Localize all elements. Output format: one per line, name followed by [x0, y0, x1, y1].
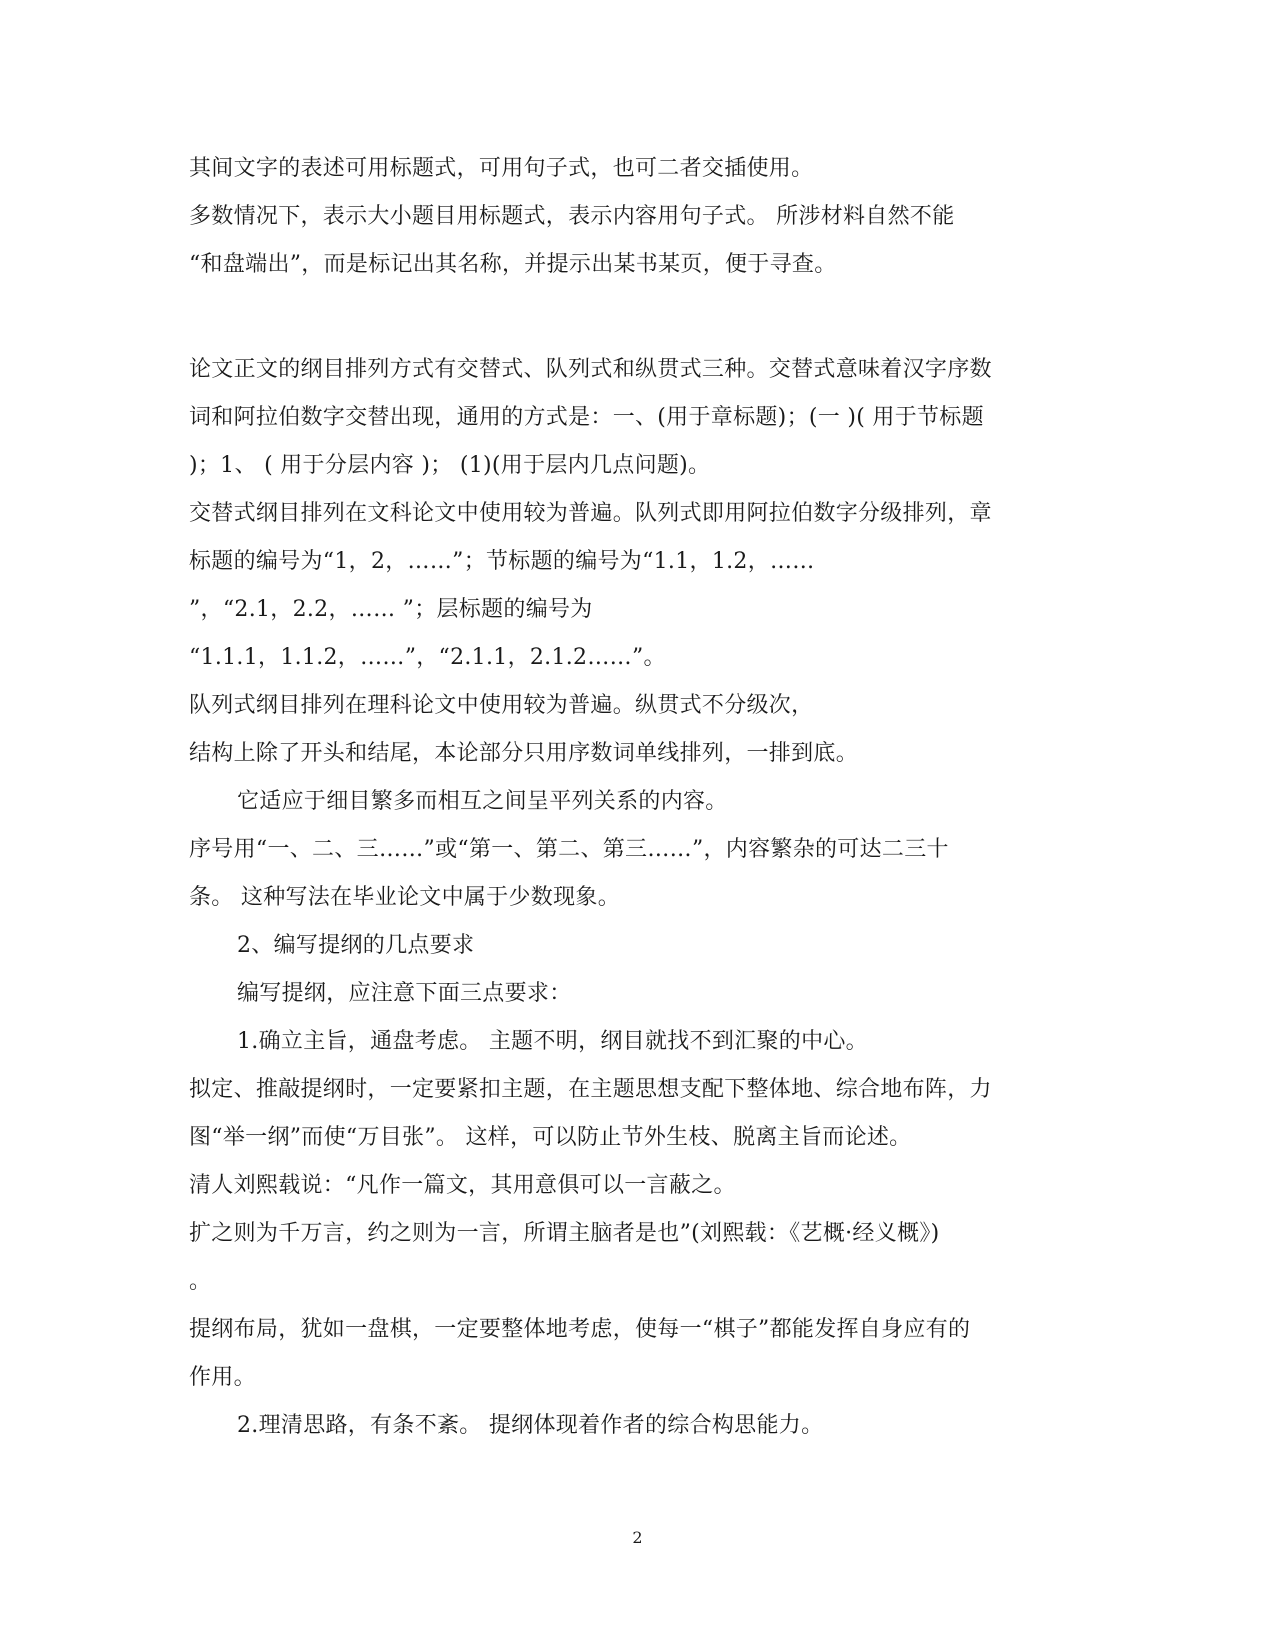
- text-line: “和盘端出”，而是标记出其名称，并提示出某书某页，便于寻查。: [189, 252, 837, 277]
- text-line: 。: [189, 1269, 212, 1294]
- text-line: 交替式纲目排列在文科论文中使用较为普遍。队列式即用阿拉伯数字分级排列，章: [189, 501, 992, 526]
- text-line: 多数情况下，表示大小题目用标题式，表示内容用句子式。 所涉材料自然不能: [189, 204, 955, 229]
- text-line: 清人刘熙载说：“凡作一篇文，其用意俱可以一言蔽之。: [189, 1173, 736, 1198]
- text-line: 其间文字的表述可用标题式，可用句子式，也可二者交插使用。: [189, 156, 814, 181]
- text-line: 队列式纲目排列在理科论文中使用较为普遍。纵贯式不分级次，: [189, 693, 814, 718]
- text-line: 编写提纲，应注意下面三点要求：: [237, 981, 572, 1006]
- text-line: 条。 这种写法在毕业论文中属于少数现象。: [189, 885, 620, 910]
- text-line: 2.理清思路，有条不紊。 提纲体现着作者的综合构思能力。: [237, 1413, 824, 1438]
- text-line: 作用。: [189, 1365, 256, 1390]
- text-line: )；1、 ( 用于分层内容 )； (1)(用于层内几点问题)。: [189, 453, 711, 478]
- text-line: 扩之则为千万言，约之则为一言，所谓主脑者是也”(刘熙载：《艺概·经义概》): [189, 1221, 940, 1246]
- text-line: 序号用“一、二、三……”或“第一、第二、第三……”，内容繁杂的可达二三十: [189, 837, 949, 862]
- text-line: 1.确立主旨，通盘考虑。 主题不明，纲目就找不到汇聚的中心。: [237, 1029, 868, 1054]
- text-line: ”，“2.1，2.2，…… ”；层标题的编号为: [189, 597, 593, 622]
- section-heading: 2、编写提纲的几点要求: [237, 933, 475, 958]
- text-line: 拟定、推敲提纲时，一定要紧扣主题，在主题思想支配下整体地、综合地布阵，力: [189, 1077, 992, 1102]
- text-line: 图“举一纲”而使“万目张”。 这样，可以防止节外生枝、脱离主旨而论述。: [189, 1125, 912, 1150]
- text-line: “1.1.1，1.1.2，……”，“2.1.1，2.1.2……”。: [189, 645, 666, 670]
- page-number: 2: [632, 1528, 643, 1547]
- text-line: 提纲布局，犹如一盘棋，一定要整体地考虑，使每一“棋子”都能发挥自身应有的: [189, 1317, 971, 1342]
- text-line: 论文正文的纲目排列方式有交替式、队列式和纵贯式三种。交替式意味着汉字序数: [189, 357, 992, 382]
- text-line: 它适应于细目繁多而相互之间呈平列关系的内容。: [237, 789, 728, 814]
- text-line: 标题的编号为“1，2，……”；节标题的编号为“1.1，1.2，……: [189, 549, 815, 574]
- text-line: 结构上除了开头和结尾，本论部分只用序数词单线排列，一排到底。: [189, 741, 859, 766]
- text-line: 词和阿拉伯数字交替出现，通用的方式是：一、(用于章标题)；(一 )( 用于节标题: [189, 405, 984, 430]
